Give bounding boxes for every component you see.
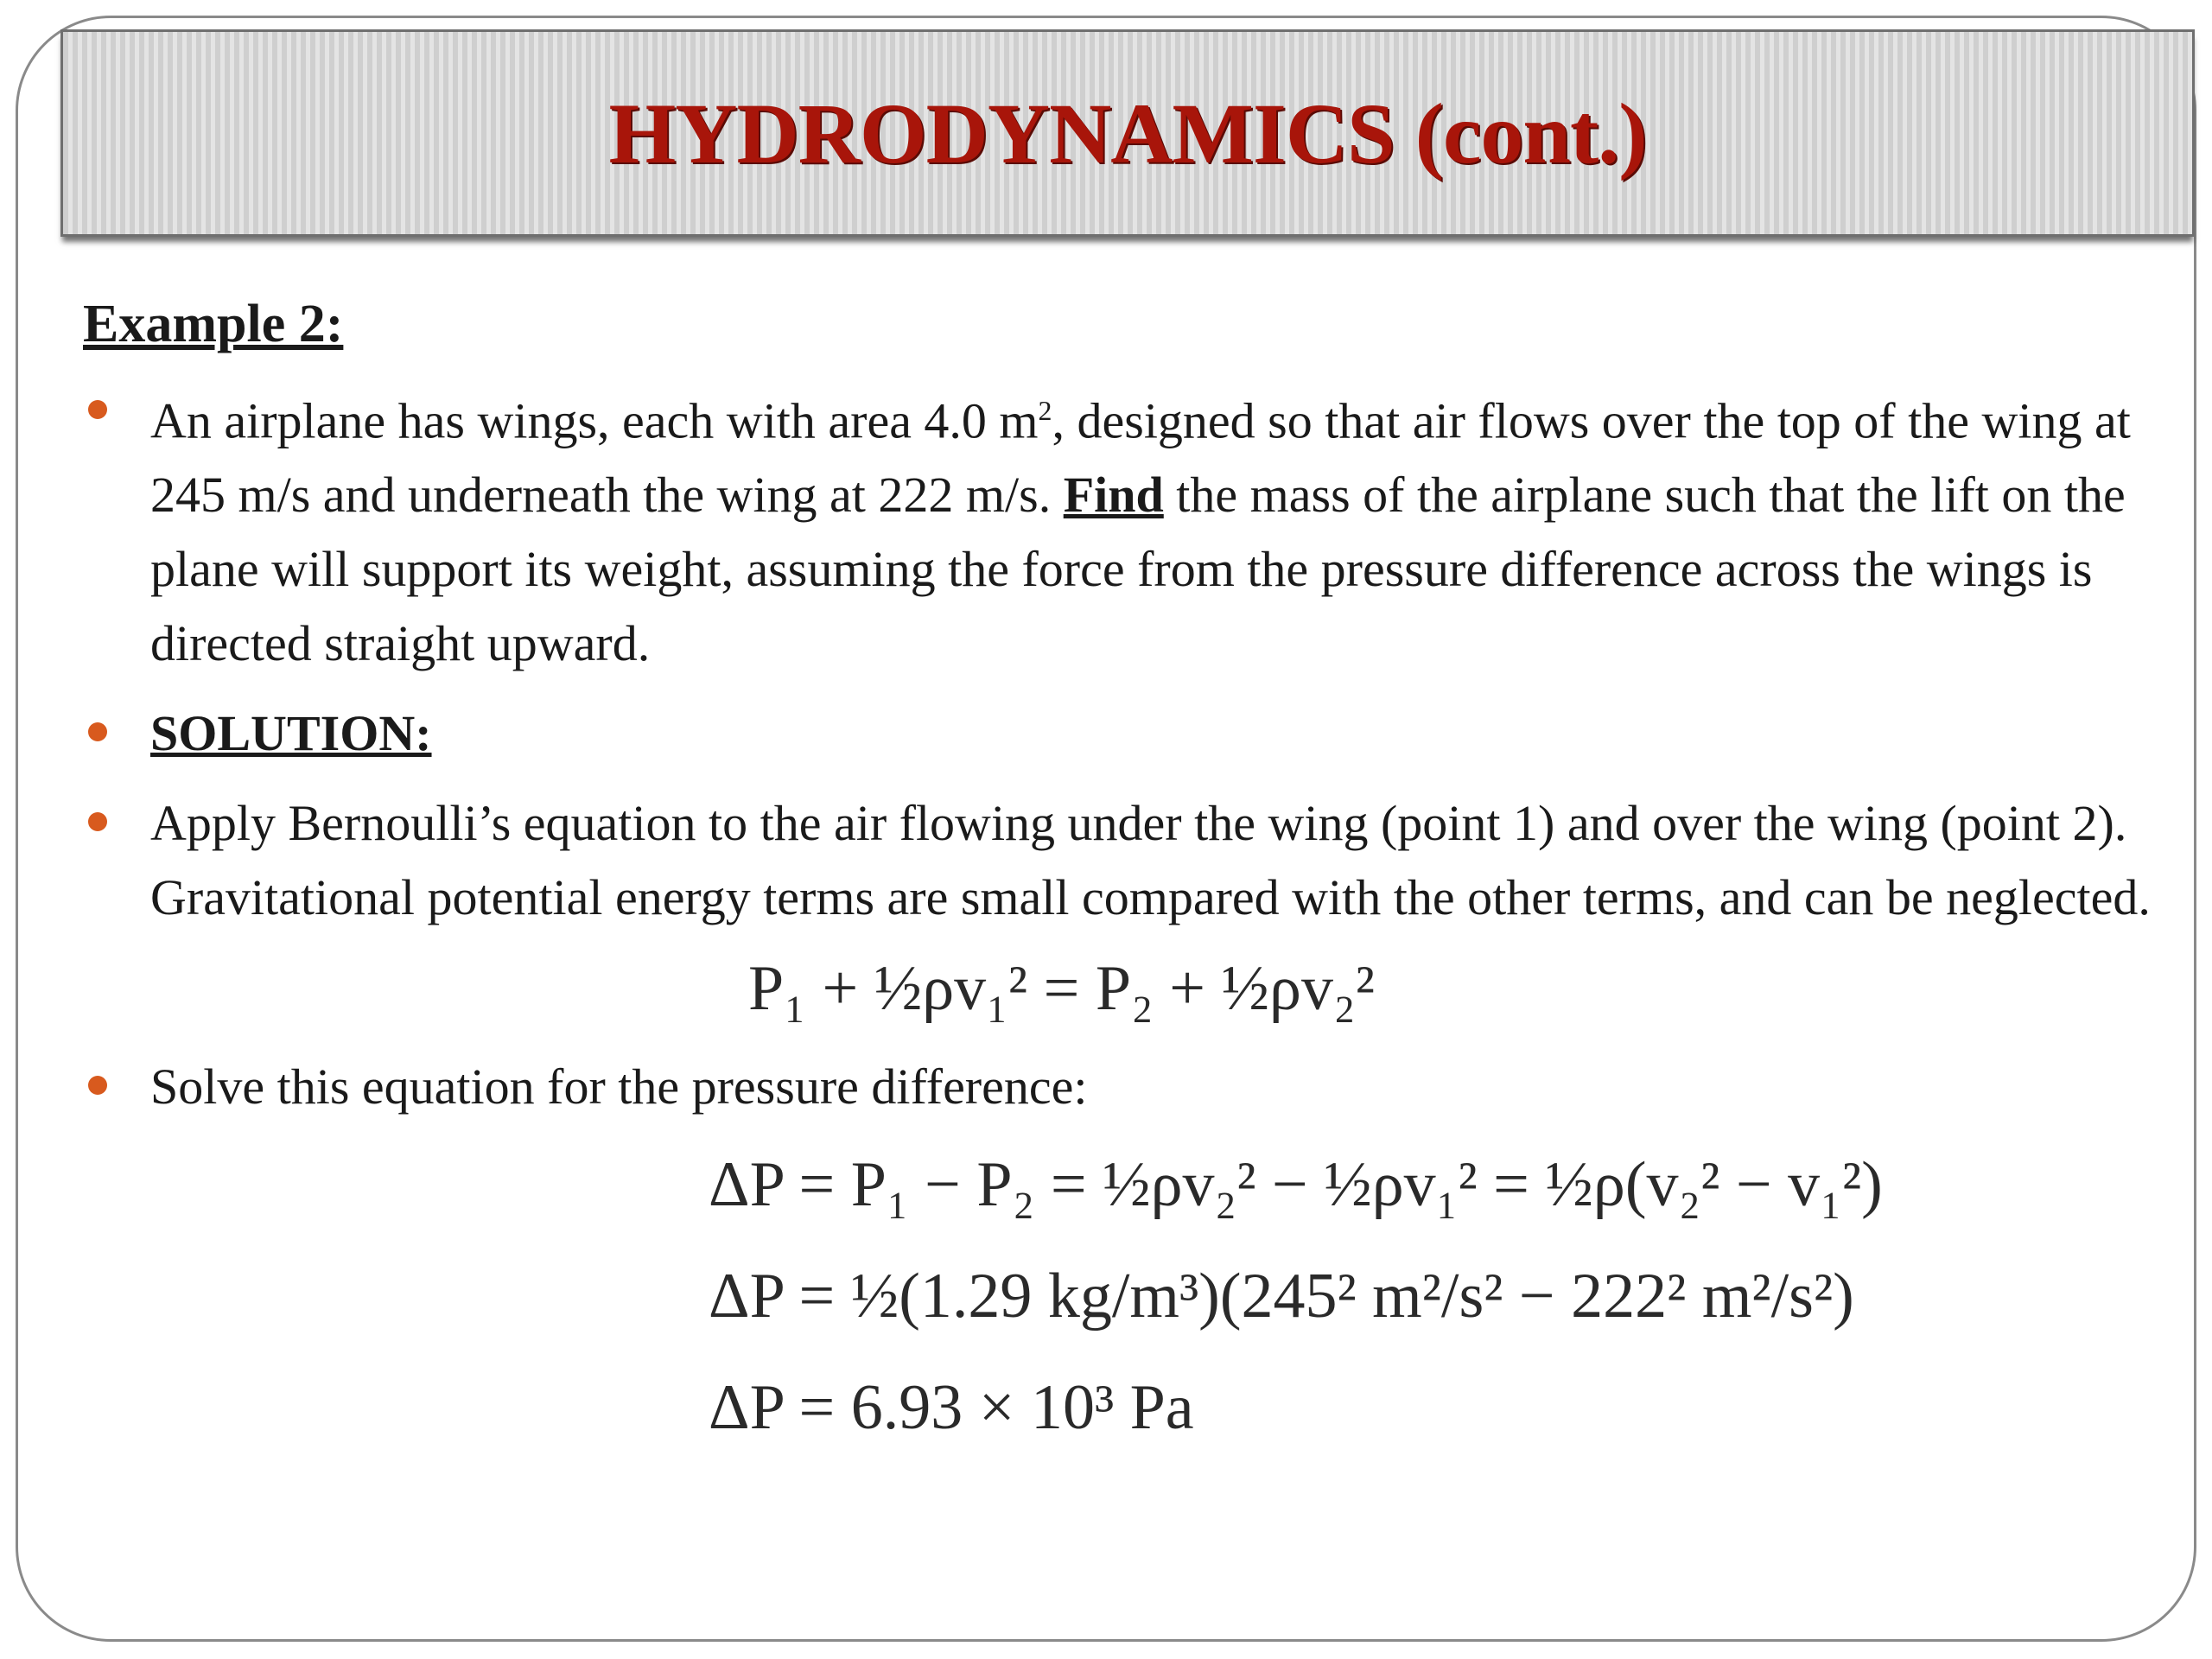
problem-text-2: , designed so that air flows over the top of the wing at 245 m/s and underneath the wing at 222 m/s. [150, 392, 2131, 524]
problem-statement [83, 374, 2174, 681]
step-1-text: Apply Bernoulli’s equation to the air flowing under the wing (point 1) and over the wing (point 2). Gravitational potential energy terms are small compared with the other terms, and can be neglected. [150, 795, 2151, 926]
equation-bernoulli: P₁ + ½ρv₁² = P₂ + ½ρv₂² [748, 953, 1375, 1025]
equation-block [709, 1148, 2174, 1445]
bullet-icon [88, 722, 107, 741]
slide-content [83, 294, 2174, 1483]
equation-delta-p-general: ΔP = P₁ − P₂ = ½ρv₂² − ½ρv₁² = ½ρ(v₂² − v₁²) [709, 1149, 1883, 1221]
equation-delta-p-substituted: ΔP = ½(1.29 kg/m³)(245² m²/s² − 222² m²/s²) [709, 1261, 1854, 1332]
step-2-text: Solve this equation for the pressure difference: [150, 1058, 1088, 1116]
title-bar [60, 29, 2195, 237]
example-heading: Example 2: [83, 295, 344, 353]
bullet-icon [88, 1076, 107, 1095]
solution-heading [83, 696, 2174, 771]
step-solve [83, 1050, 2174, 1124]
problem-text-1: An airplane has wings, each with area 4.0 m [150, 392, 1039, 449]
find-label: Find [1063, 467, 1164, 524]
slide-title: HYDRODYNAMICS (cont.) [608, 85, 1647, 181]
area-exponent: 2 [1038, 396, 1052, 426]
bullet-icon [88, 812, 107, 831]
solution-label: SOLUTION: [150, 705, 432, 762]
equation-delta-p-result: ΔP = 6.93 × 10³ Pa [709, 1372, 1194, 1444]
bullet-icon [88, 400, 107, 419]
problem-text-3: the mass of the airplane such that the lift on the plane will support its weight, assuming the force from the pressure difference across the wings is directed straight upward. [150, 467, 2126, 672]
step-bernoulli [83, 786, 2174, 935]
